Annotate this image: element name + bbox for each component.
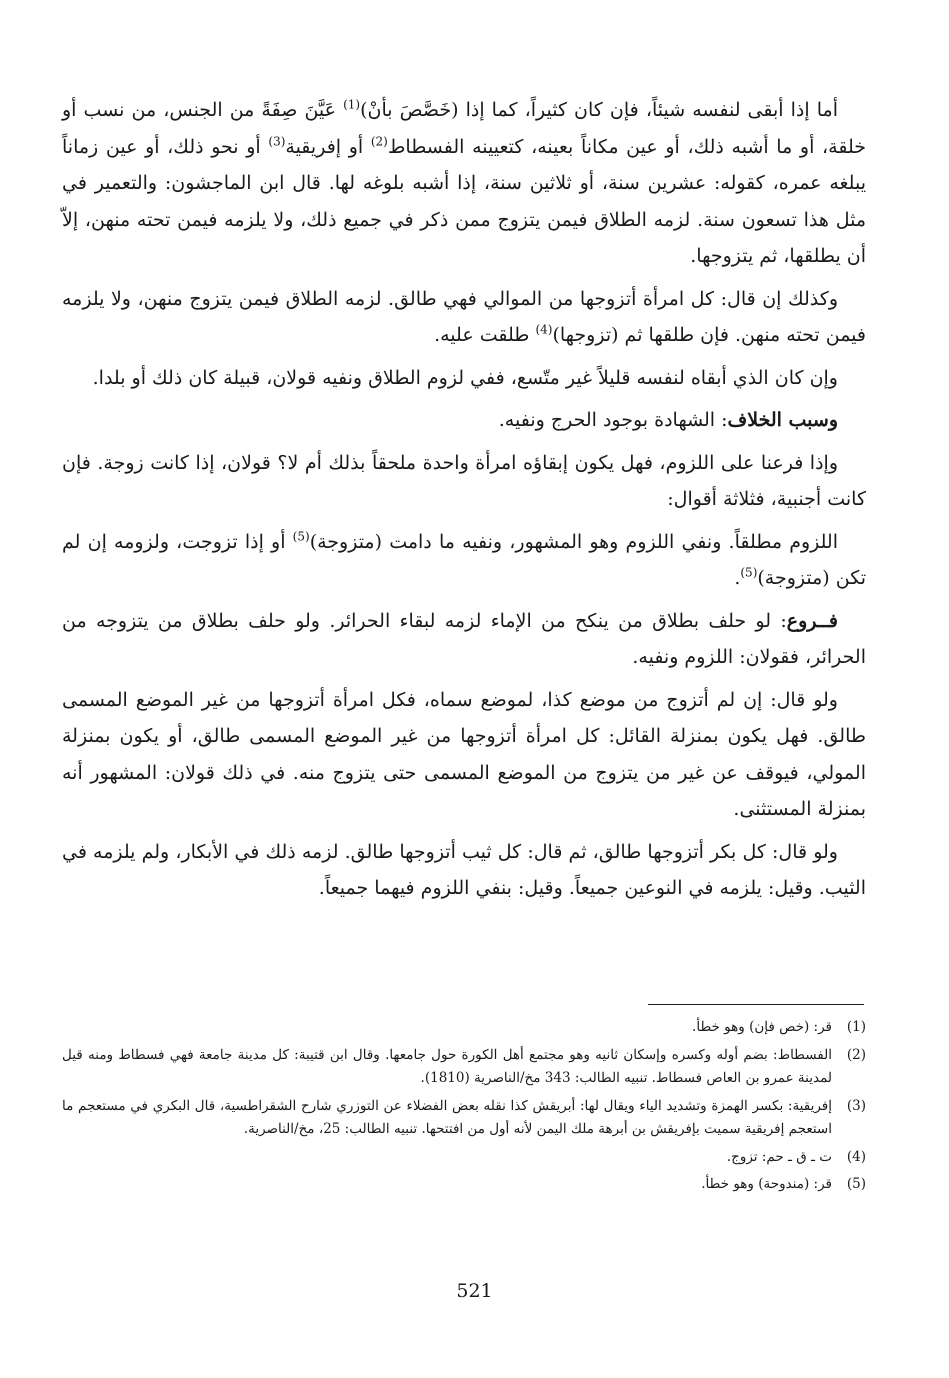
paragraph bbox=[62, 402, 866, 439]
footnote-ref: (2) bbox=[370, 134, 388, 149]
footnote bbox=[62, 1095, 866, 1142]
main-text bbox=[62, 92, 866, 913]
text-run: : الشهادة بوجود الحرج ونفيه. bbox=[498, 409, 728, 431]
footnote-number: (2) bbox=[846, 1046, 866, 1063]
text-run: عَيَّنَ صِفَةً من الجنس، من نسب أو خلقة، أو ما أشبه ذلك، أو عين مكاناً بعينه، كتعيينه الفسطاط bbox=[62, 99, 866, 158]
footnote-number: (5) bbox=[846, 1176, 866, 1192]
text-run: ولو قال: إن لم أتزوج من موضع كذا، لموضع سماه، فكل امرأة أتزوجها من غير الموضع المسمى طالق. فهل يكون بمنزلة القائل: كل امرأة أتزوجها من غير الموضع المسمى طالق، أو يكون بمنزلة المولي، فيوقف عن غير من يتزوج من الموضع المسمى حتى يتزوج منه. في ذلك قولان: المشهور أنه بمنزلة المستثنى. bbox=[62, 688, 866, 820]
text-run: أو إفريقية bbox=[285, 135, 371, 158]
paragraph bbox=[62, 834, 866, 907]
text-run: أما إذا أبقى لنفسه شيئاً، فإن كان كثيراً، كما إذا (خَصَّصَ بأنْ) bbox=[360, 99, 838, 121]
paragraph bbox=[62, 682, 866, 828]
text-run: وكذلك إن قال: كل امرأة أتزوجها من الموالي فهي طالق. لزمه الطلاق فيمن يتزوج منهن، ولا يلزمه فيمن تحته منهن. فإن طلقها ثم (تزوجها) bbox=[62, 287, 866, 346]
footnote-ref: (4) bbox=[535, 322, 553, 337]
footnote-ref: (5) bbox=[740, 565, 758, 580]
footnote-text: قر: (مندوحة) وهو خطأ. bbox=[701, 1176, 832, 1192]
text-run: اللزوم مطلقاً. ونفي اللزوم وهو المشهور، ونفيه ما دامت (متزوجة) bbox=[309, 530, 838, 553]
text-run: . bbox=[734, 567, 741, 589]
paragraph bbox=[62, 281, 866, 354]
footnote-text: إفريقية: بكسر الهمزة وتشديد الياء ويقال لها: أبريقش كذا نقله بعض الفضلاء عن التوزري شارح الشقراطسية، قال البكري في مستعجم ما استعجم إفريقية سميت بإفريقش بن أبرهة ملك اليمن لأنه أول من افتتحها. تنبيه الطالب: 25، مخ/الناصرية. bbox=[62, 1097, 832, 1137]
text-run: وإذا فرعنا على اللزوم، فهل يكون إبقاؤه امرأة واحدة ملحقاً بذلك أم لا؟ قولان، إذا كانت زوجة. فإن كانت أجنبية، فثلاثة أقوال: bbox=[62, 451, 866, 510]
text-run: أو نحو ذلك، أو عين زماناً يبلغه عمره، كقوله: عشرين سنة، أو ثلاثين سنة، إذا أشبه بلوغه لها. قال ابن الماجشون: والتعمير في مثل هذا تسعون سنة. لزمه الطلاق فيمن يتزوج ممن ذكر في جميع ذلك، ولا يلزمه فيمن تحته منهن، إلاّ أن يطلقها، ثم يتزوجها. bbox=[62, 135, 866, 267]
footnote-number: (4) bbox=[846, 1148, 866, 1165]
text-run: طلقت عليه. bbox=[434, 324, 536, 346]
footnote-ref: (1) bbox=[343, 97, 361, 112]
footnote bbox=[62, 1044, 866, 1091]
footnote-text: الفسطاط: بضم أوله وكسره وإسكان ثانيه وهو مجتمع أهل الكورة حول جامعها. وقال ابن قتيبة: كل مدينة جامعة فهي فسطاط ومنه قيل لمدينة عمرو بن العاص فسطاط. تنبيه الطالب: 343 مخ/الناصرية (1810). bbox=[62, 1046, 832, 1086]
paragraph bbox=[62, 524, 866, 597]
footnote-text: ت ـ ق ـ حم: تزوج. bbox=[726, 1148, 832, 1165]
paragraph bbox=[62, 603, 866, 676]
text-run: وإن كان الذي أبقاه لنفسه قليلاً غير متّسع، ففي لزوم الطلاق ونفيه قولان، قبيلة كان ذلك أو بلدا. bbox=[92, 366, 838, 389]
text-run: ولو قال: كل بكر أتزوجها طالق، ثم قال: كل ثيب أتزوجها طالق. لزمه ذلك في الأبكار، ولم يلزمه في الثيب. وقيل: يلزمه في النوعين جميعاً. وقيل: بنفي اللزوم فيهما جميعاً. bbox=[62, 840, 866, 899]
paragraph-lead: وسبب الخلاف bbox=[727, 409, 838, 431]
footnote-ref: (5) bbox=[292, 529, 310, 544]
paragraph bbox=[62, 92, 866, 275]
footnotes bbox=[62, 1016, 866, 1201]
footnote bbox=[62, 1173, 866, 1197]
footnote bbox=[62, 1016, 866, 1040]
paragraph bbox=[62, 445, 866, 518]
footnote-separator bbox=[648, 1004, 864, 1005]
paragraph bbox=[62, 360, 866, 397]
page-number: 521 bbox=[456, 1280, 493, 1302]
text-run: : لو حلف بطلاق من ينكح من الإماء لزمه لبقاء الحرائر. ولو حلف بطلاق من يتزوجه من الحرائر، فقولان: اللزوم ونفيه. bbox=[62, 609, 866, 668]
footnote-text: قر: (خص فإن) وهو خطأ. bbox=[692, 1019, 832, 1035]
footnote-number: (3) bbox=[846, 1097, 866, 1114]
text-run: أو إذا تزوجت، ولزومه إن لم تكن (متزوجة) bbox=[62, 530, 866, 589]
footnote bbox=[62, 1146, 866, 1170]
paragraph-lead: فــروع bbox=[786, 609, 838, 632]
footnote-ref: (3) bbox=[268, 134, 286, 149]
footnote-number: (1) bbox=[846, 1019, 866, 1035]
